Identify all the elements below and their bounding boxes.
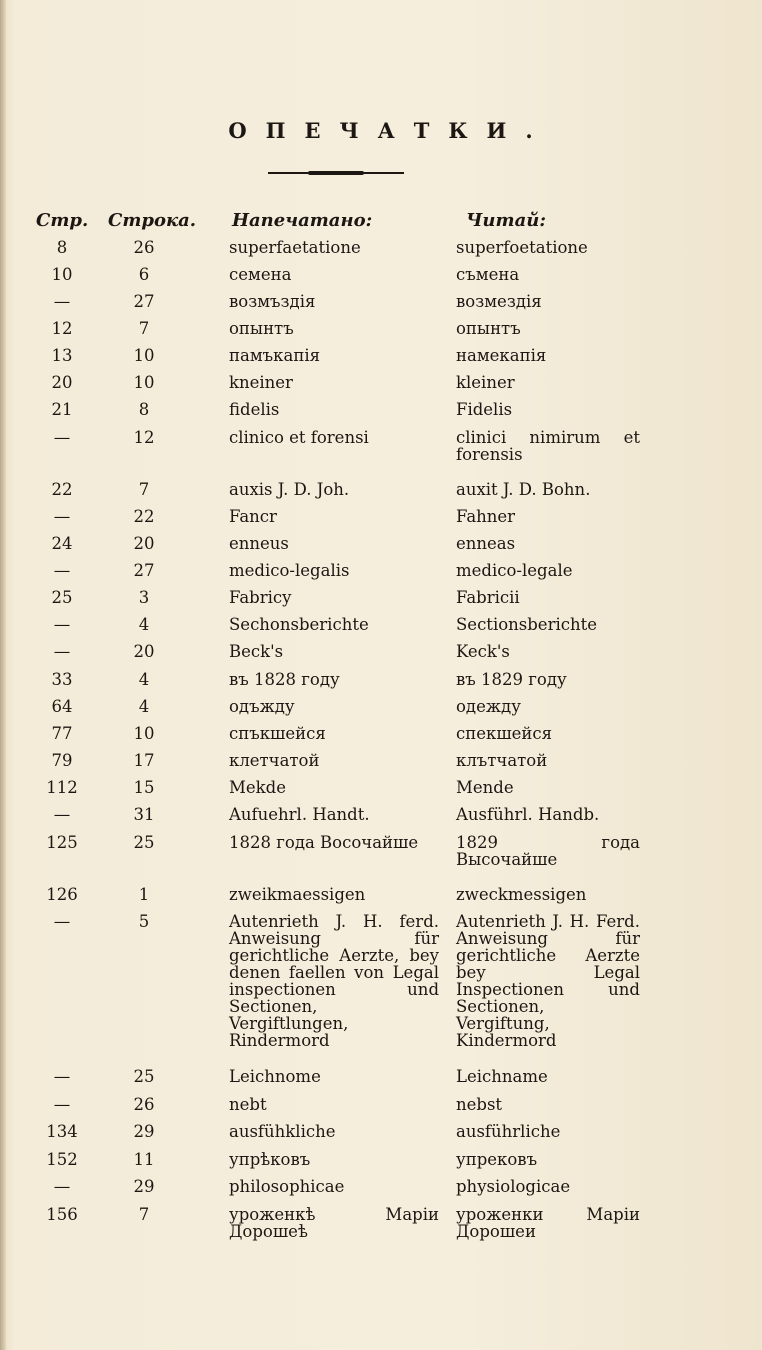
cell-read: Sectionsberichte [456, 615, 597, 634]
cell-line: 10 [133, 724, 155, 743]
cell-read: упрековъ [456, 1150, 538, 1169]
cell-line: 7 [138, 1205, 150, 1224]
cell-page: — [53, 615, 71, 634]
cell-read: nebst [456, 1095, 503, 1114]
cell-read: Fabricii [456, 588, 520, 607]
cell-read: auxit J. D. Bohn. [456, 480, 591, 499]
cell-printed: опынтъ [229, 319, 294, 338]
cell-line: 10 [133, 373, 155, 392]
cell-line: 6 [138, 265, 150, 284]
cell-read: Ausführl. Handb. [456, 805, 600, 824]
cell-printed: auxis J. D. Joh. [229, 480, 350, 499]
cell-read: Fidelis [456, 400, 513, 419]
cell-read: ausführliche [456, 1122, 561, 1141]
cell-page: 79 [51, 751, 73, 770]
cell-page: 24 [51, 534, 73, 553]
cell-read: clinici nimirum et forensis [456, 428, 640, 464]
header-printed: Напечатано: [232, 210, 373, 231]
cell-read: Mende [456, 778, 514, 797]
cell-printed: въ 1828 году [229, 670, 340, 689]
cell-line: 3 [138, 588, 150, 607]
cell-printed: Fabricy [229, 588, 292, 607]
cell-page: — [53, 1177, 71, 1196]
cell-page: 126 [46, 885, 78, 904]
header-read: Читай: [466, 210, 546, 231]
cell-printed: Leichnome [229, 1067, 321, 1086]
cell-line: 5 [138, 912, 150, 931]
cell-printed: Fancr [229, 507, 277, 526]
cell-page: 20 [51, 373, 73, 392]
cell-line: 11 [133, 1150, 155, 1169]
cell-line: 26 [133, 1095, 155, 1114]
cell-printed: семена [229, 265, 292, 284]
cell-page: 22 [51, 480, 73, 499]
cell-page: 152 [46, 1150, 78, 1169]
cell-read: намекапія [456, 346, 547, 365]
cell-printed: Aufuehrl. Handt. [229, 805, 370, 824]
cell-printed: Autenrieth J. H. ferd. Anweisung für gerichtliche Aerzte, bey denen faellen von Legal inspectionen und Sectionen, Vergiftlungen, Rindermord [229, 912, 439, 1050]
cell-line: 1 [138, 885, 150, 904]
cell-line: 22 [133, 507, 155, 526]
cell-printed: клетчатой [229, 751, 320, 770]
cell-read: клътчатой [456, 751, 548, 770]
cell-line: 7 [138, 480, 150, 499]
cell-page: — [53, 1067, 71, 1086]
cell-line: 12 [133, 428, 155, 447]
cell-read: опынтъ [456, 319, 521, 338]
cell-read: zweckmessigen [456, 885, 587, 904]
cell-line: 17 [133, 751, 155, 770]
cell-line: 10 [133, 346, 155, 365]
cell-printed: zweikmaessigen [229, 885, 366, 904]
cell-printed: Mekde [229, 778, 286, 797]
cell-page: 12 [51, 319, 73, 338]
cell-line: 25 [133, 1067, 155, 1086]
title-divider [268, 172, 404, 174]
cell-line: 20 [133, 534, 155, 553]
cell-page: 13 [51, 346, 73, 365]
cell-printed: enneus [229, 534, 289, 553]
page-title: ОПЕЧАТКИ. [228, 118, 552, 143]
cell-line: 4 [138, 615, 150, 634]
cell-read: enneas [456, 534, 516, 553]
cell-read: 1829 года Высочайше [456, 833, 640, 869]
header-line: Строка. [108, 210, 197, 231]
cell-page: 156 [46, 1205, 78, 1224]
cell-printed: fidelis [229, 400, 280, 419]
cell-read: physiologicae [456, 1177, 571, 1196]
cell-page: 25 [51, 588, 73, 607]
cell-printed: ausfühkliche [229, 1122, 336, 1141]
cell-page: 21 [51, 400, 73, 419]
cell-line: 4 [138, 670, 150, 689]
cell-printed: clinico et forensi [229, 428, 369, 447]
cell-read: Fahner [456, 507, 516, 526]
cell-page: — [53, 292, 71, 311]
cell-read: въ 1829 году [456, 670, 567, 689]
cell-printed: одъжду [229, 697, 295, 716]
cell-read: съмена [456, 265, 520, 284]
cell-read: Keck's [456, 642, 510, 661]
cell-line: 4 [138, 697, 150, 716]
cell-line: 29 [133, 1122, 155, 1141]
cell-printed: nebt [229, 1095, 267, 1114]
cell-page: 77 [51, 724, 73, 743]
cell-page: 134 [46, 1122, 78, 1141]
cell-line: 31 [133, 805, 155, 824]
cell-page: 10 [51, 265, 73, 284]
cell-page: — [53, 428, 71, 447]
cell-printed: medico-legalis [229, 561, 350, 580]
cell-read: уроженки Маріи Дорошеи [456, 1205, 640, 1241]
cell-read: kleiner [456, 373, 515, 392]
cell-page: — [53, 912, 71, 931]
cell-line: 25 [133, 833, 155, 852]
cell-line: 27 [133, 561, 155, 580]
cell-page: 112 [46, 778, 78, 797]
cell-line: 7 [138, 319, 150, 338]
cell-page: 8 [56, 238, 68, 257]
cell-page: — [53, 805, 71, 824]
cell-page: 125 [46, 833, 78, 852]
cell-printed: упрѣковъ [229, 1150, 311, 1169]
cell-read: возмездія [456, 292, 542, 311]
cell-page: — [53, 507, 71, 526]
cell-line: 8 [138, 400, 150, 419]
cell-page: — [53, 1095, 71, 1114]
cell-page: 33 [51, 670, 73, 689]
page-spine-edge [0, 0, 6, 1350]
cell-printed: возмъздія [229, 292, 316, 311]
cell-printed: Sechonsberichte [229, 615, 369, 634]
cell-read: Autenrieth J. H. Ferd. Anweisung für gerichtliche Aerzte bey Legal Inspectionen und Sectionen, Vergiftung, Kindermord [456, 912, 640, 1050]
cell-page: — [53, 561, 71, 580]
cell-printed: памъкапія [229, 346, 320, 365]
cell-line: 26 [133, 238, 155, 257]
header-page: Стр. [36, 210, 89, 231]
cell-printed: спъкшейся [229, 724, 326, 743]
cell-printed: superfaetatione [229, 238, 361, 257]
cell-page: 64 [51, 697, 73, 716]
cell-printed: уроженкѣ Маріи Дорошеѣ [229, 1205, 439, 1241]
cell-printed: Beck's [229, 642, 284, 661]
cell-read: спекшейся [456, 724, 553, 743]
cell-printed: 1828 года Восочайше [229, 833, 419, 852]
cell-read: одежду [456, 697, 521, 716]
cell-read: superfoetatione [456, 238, 588, 257]
cell-read: medico-legale [456, 561, 573, 580]
cell-line: 15 [133, 778, 155, 797]
cell-page: — [53, 642, 71, 661]
cell-line: 27 [133, 292, 155, 311]
cell-read: Leichname [456, 1067, 548, 1086]
cell-line: 20 [133, 642, 155, 661]
cell-line: 29 [133, 1177, 155, 1196]
cell-printed: philosophicae [229, 1177, 345, 1196]
cell-printed: kneiner [229, 373, 293, 392]
